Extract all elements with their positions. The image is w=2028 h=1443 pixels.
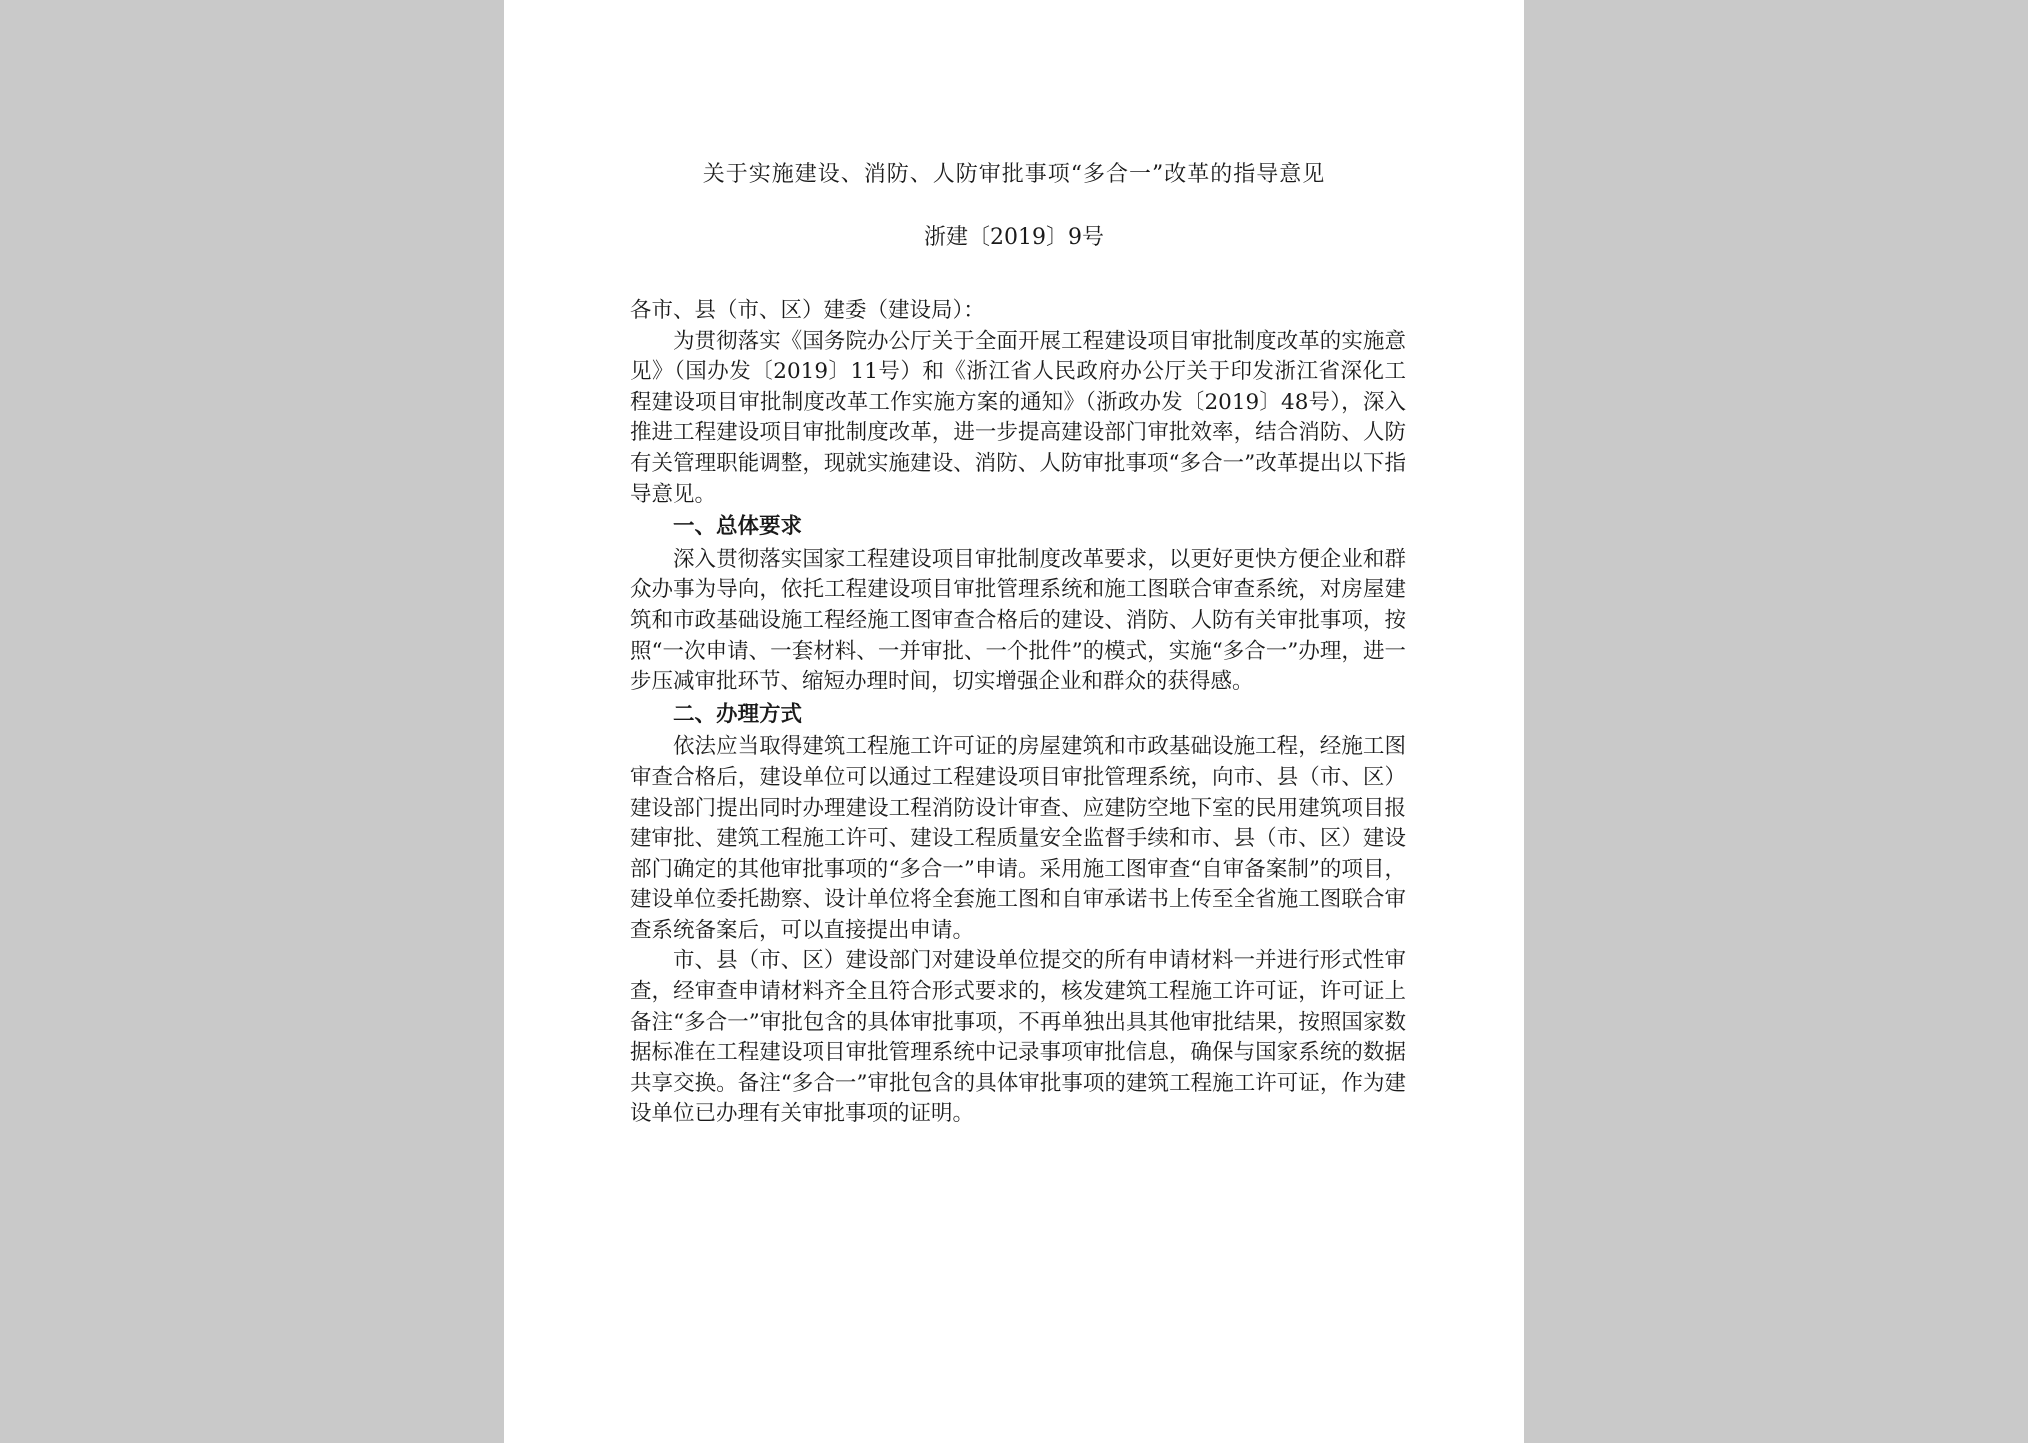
section-heading-general-requirements: 一、总体要求 [673, 514, 803, 540]
document-title: 关于实施建设、消防、人防审批事项“多合一”改革的指导意见 [702, 162, 1326, 187]
paragraph-general-requirements: 深入贯彻落实国家工程建设项目审批制度改革要求，以更好更快方便企业和群众办事为导向，依托工程建设项目审批管理系统和施工图联合审查系统，对房屋建筑和市政基础设施工程经施工图审查合格后的建设、消防、人防有关审批事项，按照“一次申请、一套材料、一并审批、一个批件”的模式，实施“多合一”办理，进一步压减审批环节、缩短办理时间，切实增强企业和群众的获得感。 [630, 546, 1406, 695]
document-body [630, 296, 1406, 1130]
document-number: 浙建〔2019〕9号 [924, 225, 1104, 250]
section-heading-procedure: 二、办理方式 [673, 701, 803, 727]
paragraph-procedure-2: 市、县（市、区）建设部门对建设单位提交的所有申请材料一并进行形式性审查，经审查申请材料齐全且符合形式要求的，核发建筑工程施工许可证，许可证上备注“多合一”审批包含的具体审批事项，不再单独出具其他审批结果，按照国家数据标准在工程建设项目审批管理系统中记录事项审批信息，确保与国家系统的数据共享交换。备注“多合一”审批包含的具体审批事项的建筑工程施工许可证，作为建设单位已办理有关审批事项的证明。 [630, 948, 1406, 1127]
document-page [504, 0, 1524, 1443]
intro-paragraph: 为贯彻落实《国务院办公厅关于全面开展工程建设项目审批制度改革的实施意见》（国办发〔2019〕11号）和《浙江省人民政府办公厅关于印发浙江省深化工程建设项目审批制度改革工作实施方案的通知》（浙政办发〔2019〕48号），深入推进工程建设项目审批制度改革，进一步提高建设部门审批效率，结合消防、人防有关管理职能调整，现就实施建设、消防、人防审批事项“多合一”改革提出以下指导意见。 [630, 328, 1406, 507]
paragraph-procedure-1: 依法应当取得建筑工程施工许可证的房屋建筑和市政基础设施工程，经施工图审查合格后，建设单位可以通过工程建设项目审批管理系统，向市、县（市、区）建设部门提出同时办理建设工程消防设计审查、应建防空地下室的民用建筑项目报建审批、建筑工程施工许可、建设工程质量安全监督手续和市、县（市、区）建设部门确定的其他审批事项的“多合一”申请。采用施工图审查“自审备案制”的项目，建设单位委托勘察、设计单位将全套施工图和自审承诺书上传至全省施工图联合审查系统备案后，可以直接提出申请。 [630, 734, 1406, 943]
salutation: 各市、县（市、区）建委（建设局）： [630, 298, 985, 323]
